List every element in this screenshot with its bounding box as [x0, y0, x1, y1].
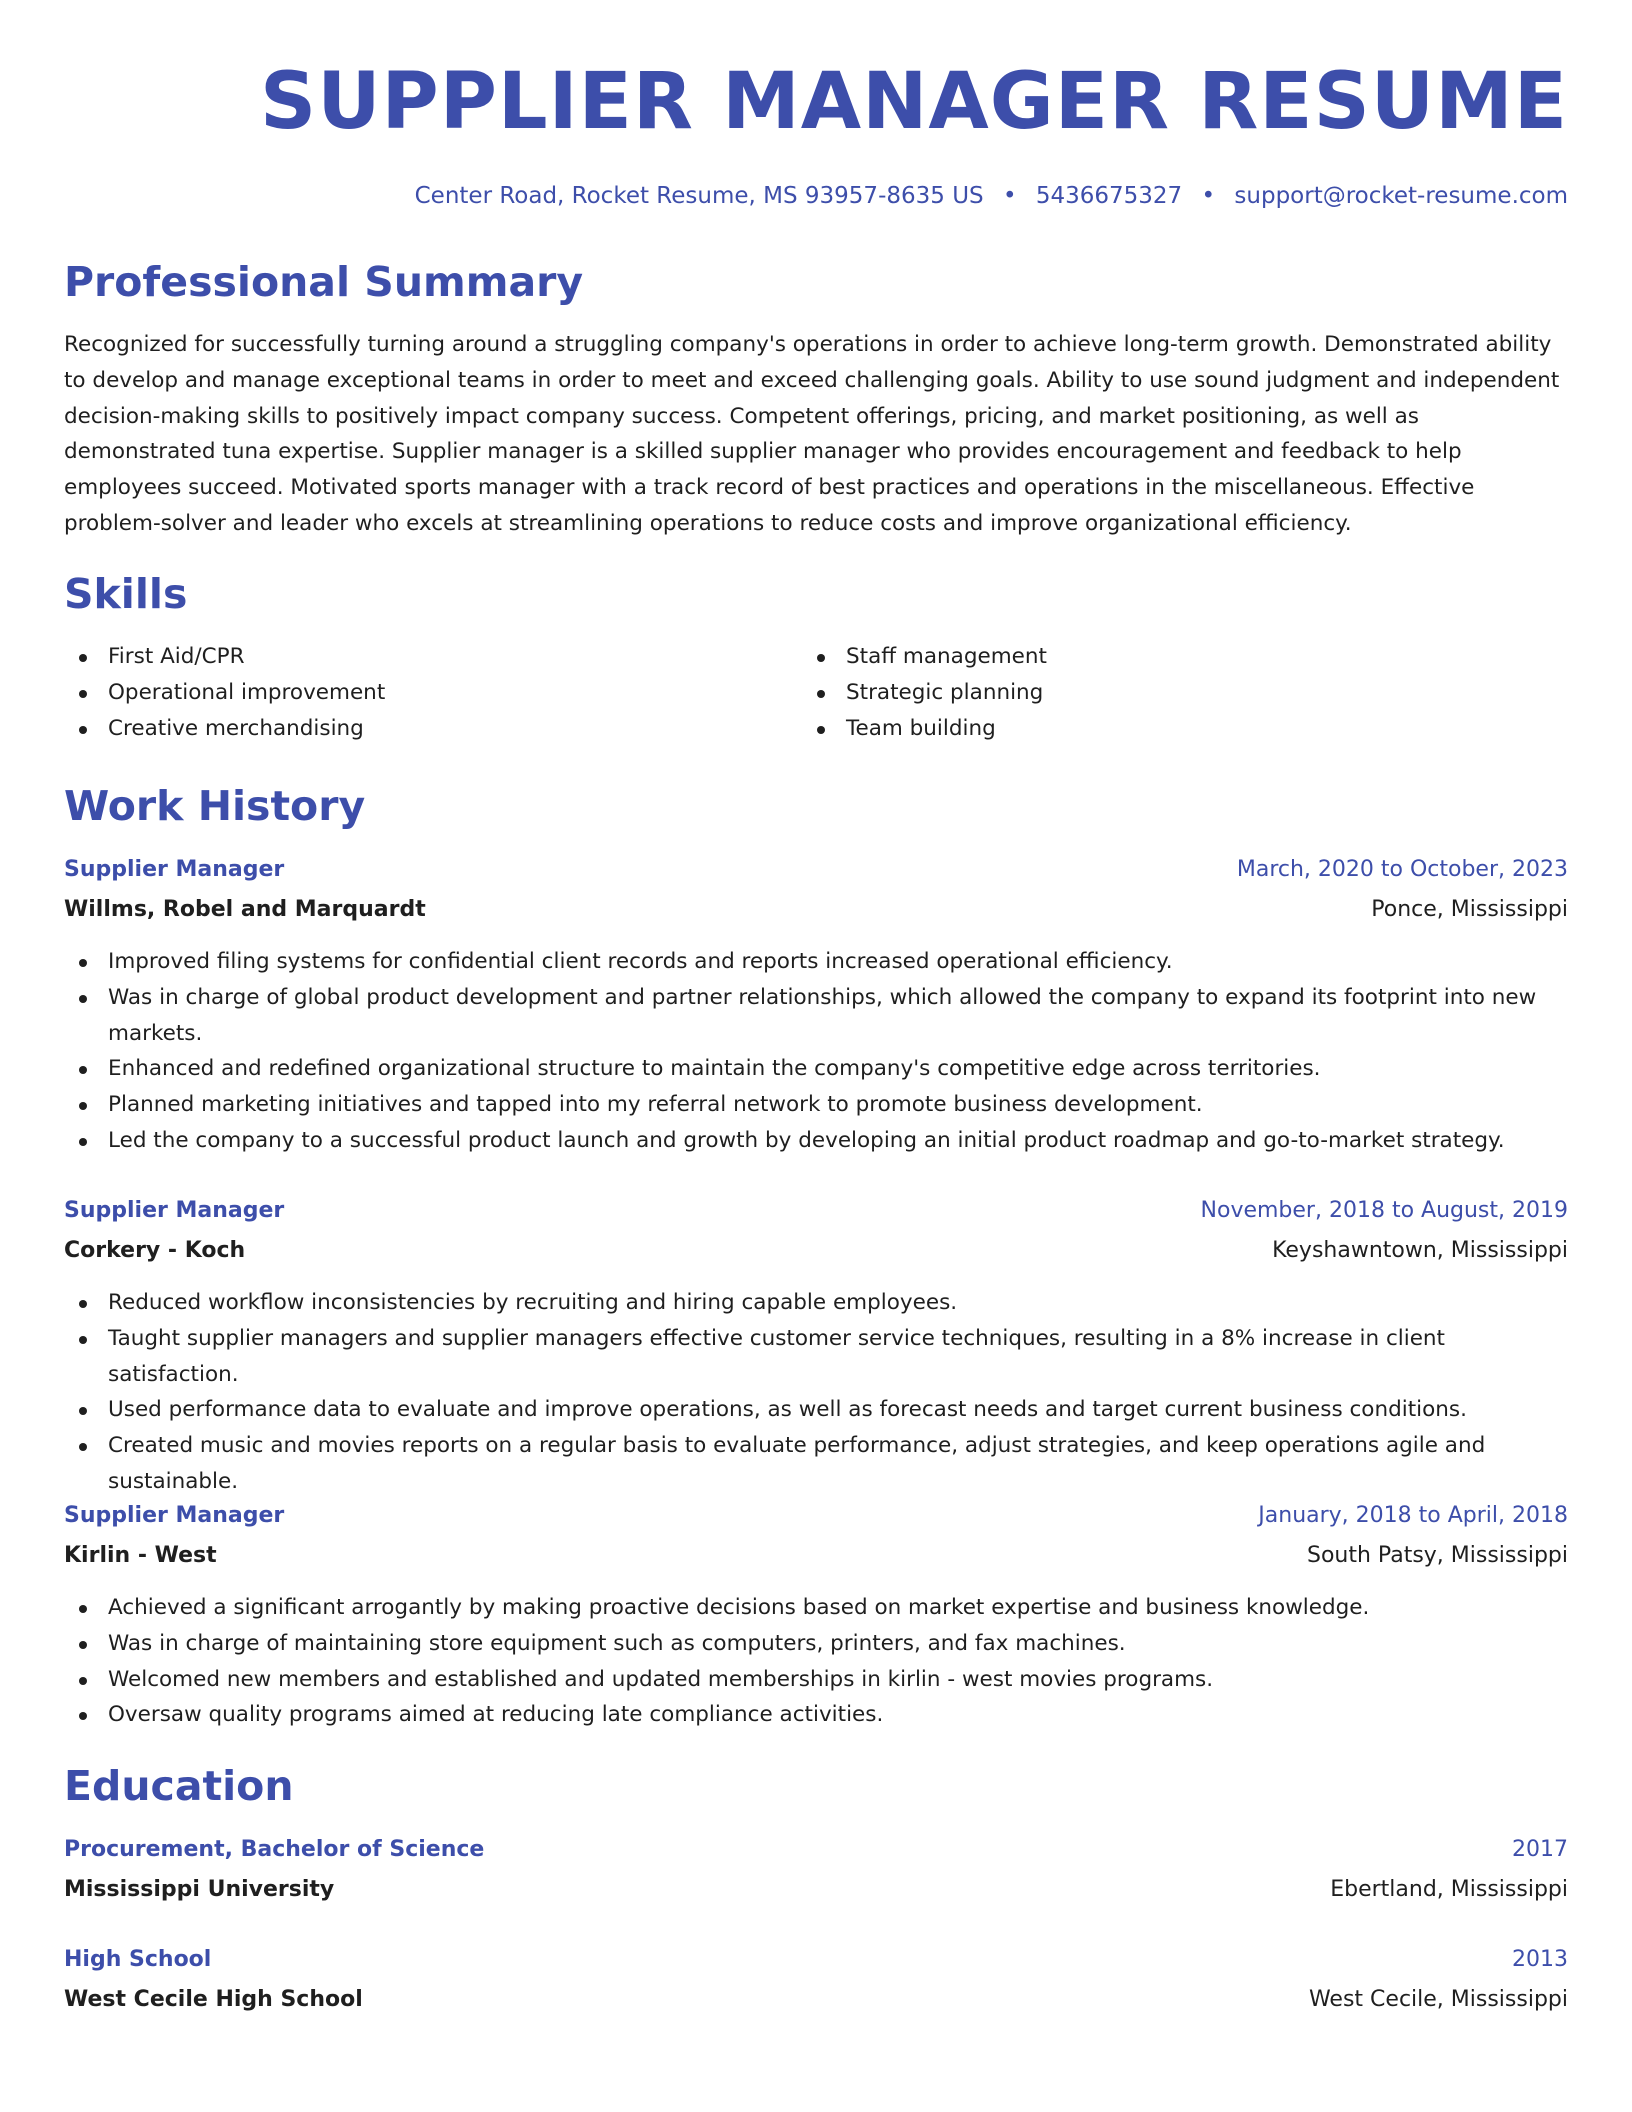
job-bullet: Oversaw quality programs aimed at reducing late compliance activities. — [64, 1697, 1568, 1733]
education-year: 2013 — [1512, 1947, 1568, 1972]
job-entry — [64, 1498, 1568, 1733]
job-bullet: Was in charge of global product development and partner relationships, which allowed the company to expand its footprint into new markets. — [64, 980, 1568, 1052]
job-dates: March, 2020 to October, 2023 — [1236, 857, 1568, 882]
job-bullet: Used performance data to evaluate and improve operations, as well as forecast needs and target current business conditions. — [64, 1392, 1568, 1428]
education-location: Ebertland, Mississippi — [1330, 1877, 1568, 1902]
job-location: Keyshawntown, Mississippi — [1272, 1238, 1568, 1263]
job-dates: January, 2018 to April, 2018 — [1258, 1503, 1568, 1528]
job-bullets — [64, 1285, 1568, 1500]
skill-item: Staff management — [802, 639, 1540, 675]
education-degree: High School — [64, 1947, 212, 1972]
job-company: Kirlin - West — [64, 1543, 217, 1568]
skills-column-right — [802, 639, 1540, 746]
section-title-skills: Skills — [64, 570, 188, 618]
job-bullet: Planned marketing initiatives and tapped into my referral network to promote business development. — [64, 1087, 1568, 1123]
contact-line — [64, 180, 1568, 212]
education-location: West Cecile, Mississippi — [1308, 1987, 1568, 2012]
job-bullet: Was in charge of maintaining store equipment such as computers, printers, and fax machines. — [64, 1626, 1568, 1662]
skill-item: Team building — [802, 711, 1540, 747]
education-entry — [64, 1942, 1568, 2018]
job-dates: November, 2018 to August, 2019 — [1200, 1198, 1568, 1223]
job-company: Corkery - Koch — [64, 1238, 246, 1263]
job-bullet: Created music and movies reports on a regular basis to evaluate performance, adjust strategies, and keep operations agile and sustainable. — [64, 1428, 1568, 1500]
job-title: Supplier Manager — [64, 1198, 285, 1223]
summary-text: Recognized for successfully turning around a struggling company's operations in order to achieve long-term growth. Demonstrated ability to develop and manage exceptional teams in order to meet and exceed challenging goals. Ability to use sound judgment and independent decision-making skills to positively impact company success. Competent offerings, pricing, and market positioning, as well as demonstrated tuna expertise. Supplier manager is a skilled supplier manager who provides encouragement and feedback to help employees succeed. Motivated sports manager with a track record of best practices and operations in the miscellaneous. Effective problem-solver and leader who excels at streamlining operations to reduce costs and improve organizational efficiency. — [64, 332, 1560, 536]
skill-item: Strategic planning — [802, 675, 1540, 711]
skills-list — [64, 639, 1568, 746]
contact-email: support@rocket-resume.com — [1234, 183, 1568, 209]
skill-item: First Aid/CPR — [64, 639, 802, 675]
skill-item: Creative merchandising — [64, 711, 802, 747]
job-location: South Patsy, Mississippi — [1307, 1543, 1568, 1568]
resume-header — [64, 0, 1568, 212]
education-year: 2017 — [1512, 1837, 1568, 1862]
job-bullet: Led the company to a successful product launch and growth by developing an initial product roadmap and go-to-market strategy. — [64, 1123, 1568, 1159]
job-bullet: Reduced workflow inconsistencies by recruiting and hiring capable employees. — [64, 1285, 1568, 1321]
job-bullet: Improved filing systems for confidential client records and reports increased operational efficiency. — [64, 944, 1568, 980]
contact-phone: 5436675327 — [1035, 183, 1183, 209]
section-title-education: Education — [64, 1762, 294, 1810]
section-title-work-history: Work History — [64, 782, 366, 830]
job-title: Supplier Manager — [64, 857, 285, 882]
resume-title: SUPPLIER MANAGER RESUME — [260, 57, 1568, 147]
job-bullets — [64, 944, 1568, 1159]
contact-separator: • — [1201, 183, 1216, 209]
education-entry — [64, 1832, 1568, 1908]
contact-address: Center Road, Rocket Resume, MS 93957-8635 US — [414, 183, 984, 209]
job-entry — [64, 1193, 1568, 1500]
job-bullet: Enhanced and redefined organizational structure to maintain the company's competitive edge across territories. — [64, 1051, 1568, 1087]
job-bullet: Achieved a significant arrogantly by making proactive decisions based on market expertise and business knowledge. — [64, 1590, 1568, 1626]
section-title-summary: Professional Summary — [64, 258, 584, 306]
job-location: Ponce, Mississippi — [1371, 897, 1568, 922]
job-company: Willms, Robel and Marquardt — [64, 897, 426, 922]
contact-separator: • — [1002, 183, 1017, 209]
skills-column-left — [64, 639, 802, 746]
job-bullet: Taught supplier managers and supplier managers effective customer service techniques, resulting in a 8% increase in client satisfaction. — [64, 1321, 1568, 1393]
education-degree: Procurement, Bachelor of Science — [64, 1837, 485, 1862]
job-entry — [64, 852, 1568, 1159]
education-school: Mississippi University — [64, 1877, 335, 1902]
job-title: Supplier Manager — [64, 1503, 285, 1528]
job-bullet: Welcomed new members and established and updated memberships in kirlin - west movies programs. — [64, 1662, 1568, 1698]
education-school: West Cecile High School — [64, 1987, 363, 2012]
job-bullets — [64, 1590, 1568, 1733]
skill-item: Operational improvement — [64, 675, 802, 711]
